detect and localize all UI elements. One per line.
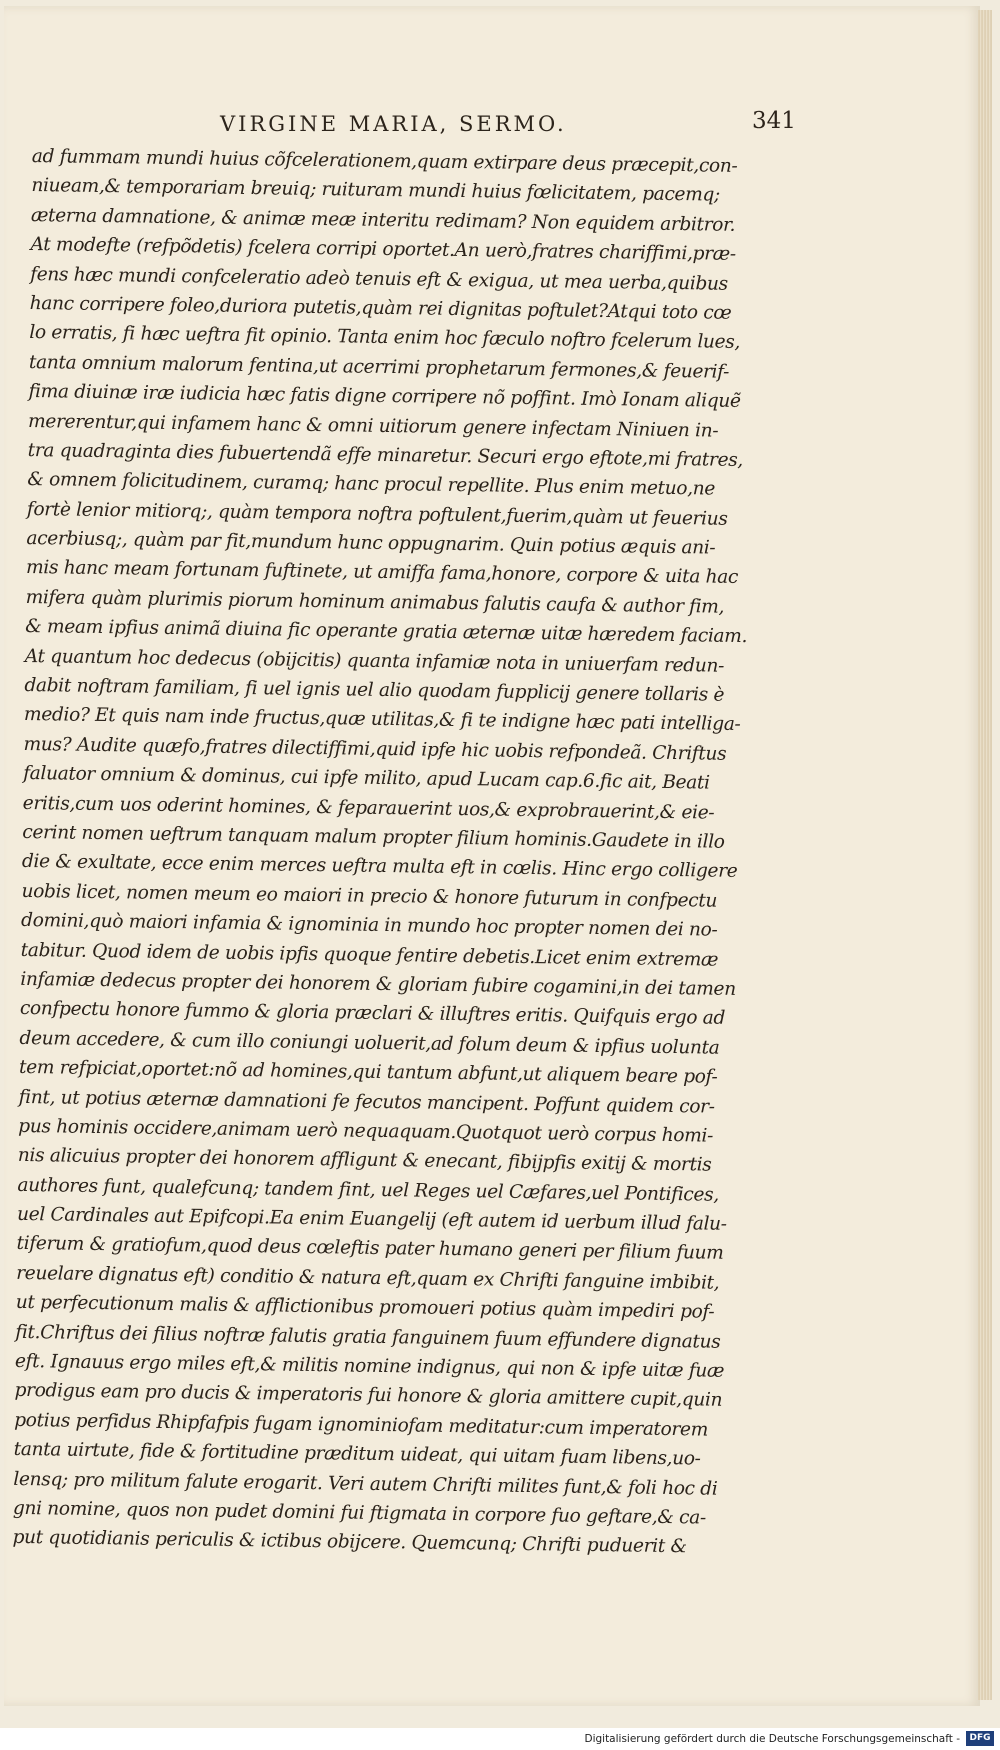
text-line: fit.Chriftus dei filius noftræ falutis gratia fanguinem fuum effundere dignatus <box>15 1321 721 1353</box>
text-line: potius perfidus Rhipfafpis fugam ignominiofam meditatur:cum imperatorem <box>14 1409 709 1441</box>
text-line: domini,quò maiori infamia & ignominia in mundo hoc propter nomen dei no- <box>20 910 718 941</box>
text-line: mus? Audite quæfo,fratres dilectiffimi,quid ipfe hic uobis refpondeã. Chriftus <box>23 733 727 765</box>
dfg-logo: DFG <box>966 1731 994 1746</box>
text-line: fima diuinæ iræ iudicia hæc fatis digne corripere nõ poffint. Imò Ionam aliquẽ <box>28 381 741 413</box>
text-line: lensq; pro militum falute erogarit. Veri autem Chrifti milites funt,& foli hoc di <box>13 1468 718 1500</box>
text-line: faluator omnium & dominus, cui ipfe milito, apud Lucam cap.6.fic ait, Beati <box>23 763 710 794</box>
text-line: fint, ut potius æternæ damnationi fe fecutos mancipent. Poffunt quidem cor- <box>18 1086 715 1118</box>
running-head: VIRGINE MARIA, SERMO. <box>220 112 567 136</box>
text-line: pus hominis occidere,animam uerò nequaquam.Quotquot uerò corpus homi- <box>18 1115 714 1147</box>
text-line: tiferum & gratiofum,quod deus cœleftis pater humano generi per filium fuum <box>16 1233 724 1265</box>
text-line: die & exultate, ecce enim merces ueftra multa eft in cœlis. Hinc ergo colligere <box>21 851 738 883</box>
text-line: æterna damnatione, & animæ meæ interitu redimam? Non equidem arbitror. <box>30 204 736 236</box>
text-line: prodigus eam pro ducis & imperatoris fui honore & gloria amittere cupit,quin <box>14 1380 723 1412</box>
text-line: authores funt, qualefcunq; tandem fint, uel Reges uel Cæfares,uel Pontifices, <box>17 1174 719 1206</box>
text-line: tem refpiciat,oportet:nõ ad homines,qui tantum abfunt,ut aliquem beare pof- <box>18 1057 718 1088</box>
body-text <box>12 142 794 1563</box>
text-line: niueam,& temporariam breuiq; ruituram mundi huius fœlicitatem, pacemq; <box>31 175 721 206</box>
text-line: hanc corripere foleo,duriora putetis,quàm rei dignitas poftulet?Atqui toto cœ <box>29 292 732 324</box>
funding-credit: Digitalisierung gefördert durch die Deutsche Forschungsgemeinschaft - <box>584 1733 960 1745</box>
text-line: dabit noftram familiam, fi uel ignis uel alio quodam fupplicij genere tollaris è <box>24 674 725 706</box>
text-line: & omnem folicitudinem, curamq; hanc procul repellite. Plus enim metuo,ne <box>27 469 716 500</box>
text-line: eft. Ignauus ergo miles eft,& militis nomine indignus, qui non & ipfe uitæ fuæ <box>14 1350 725 1382</box>
text-line: uel Cardinales aut Epifcopi.Ea enim Euangelij (eft autem id uerbum illud falu- <box>16 1203 727 1235</box>
text-line: mererentur,qui infamem hanc & omni uitiorum genere infectam Niniuen in- <box>27 410 719 442</box>
text-line: deum accedere, & cum illo coniungi uoluerit,ad folum deum & ipfius uolunta <box>19 1027 720 1059</box>
text-line: At quantum hoc dedecus (obijcitis) quanta infamiæ nota in uniuerfam redun- <box>24 645 725 677</box>
text-line: uobis licet, nomen meum eo maiori in precio & honore futurum in confpectu <box>21 880 718 912</box>
text-line: gni nomine, quos non pudet domini fui ftigmata in corpore fuo geftare,& ca- <box>12 1497 706 1529</box>
text-line: tanta omnium malorum fentina,ut acerrimi prophetarum fermones,& feuerif- <box>28 351 730 383</box>
text-line: mifera quàm plurimis piorum hominum animabus falutis caufa & author fim, <box>25 586 725 618</box>
text-line: fens hæc mundi confceleratio adeò tenuis eft & exigua, ut mea uerba,quibus <box>30 263 728 295</box>
page-number: 341 <box>752 108 796 134</box>
text-line: confpectu honore fummo & gloria præclari & illuftres eritis. Quifquis ergo ad <box>19 998 726 1030</box>
text-line: medio? Et quis nam inde fructus,quæ utilitas,& fi te indigne hæc pati intelliga- <box>23 704 741 736</box>
text-line: mis hanc meam fortunam fuftinete, ut amiffa fama,honore, corpore & uita hac <box>25 557 739 589</box>
text-line: ut perfecutionum malis & afflictionibus promoueri potius quàm impediri pof- <box>15 1292 715 1323</box>
text-line: nis alicuius propter dei honorem affligunt & enecant, fibijpfis exitij & mortis <box>17 1145 712 1176</box>
text-line: reuelare dignatus eft) conditio & natura eft,quam ex Chrifti fanguine imbibit, <box>16 1262 720 1294</box>
text-line: tanta uirtute, fide & fortitudine præditum uideat, qui uitam fuam libens,uo- <box>13 1439 701 1470</box>
text-line: acerbiusq;, quàm par fit,mundum hunc oppugnarim. Quin potius æquis ani- <box>26 528 716 559</box>
text-line: ad fummam mundi huius cõfcelerationem,quam extirpare deus præcepit,con- <box>31 145 738 177</box>
text-line: At modefte (refpõdetis) fcelera corripi oportet.An uerò,fratres chariffimi,præ- <box>30 234 736 266</box>
text-line: put quotidianis periculis & ictibus obijcere. Quemcunq; Chrifti puduerit & <box>12 1527 687 1558</box>
text-line: infamiæ dedecus propter dei honorem & gloriam fubire cogamini,in dei tamen <box>20 968 736 1000</box>
text-line: lo erratis, fi hæc ueftra fit opinio. Tanta enim hoc fæculo noftro fcelerum lues, <box>29 322 741 354</box>
text-line: tra quadraginta dies fubuertendã effe minaretur. Securi ergo eftote,mi fratres, <box>27 439 744 471</box>
text-line: & meam ipfius animã diuina fic operante gratia æternæ uitæ hæredem faciam. <box>25 616 748 648</box>
text-line: cerint nomen ueftrum tanquam malum propter filium hominis.Gaudete in illo <box>22 821 725 853</box>
text-line: fortè lenior mitiorq;, quàm tempora noftra poftulent,fuerim,quàm ut feuerius <box>26 498 728 530</box>
text-line: tabitur. Quod idem de uobis ipfis quoque fentire debetis.Licet enim extremæ <box>20 939 719 971</box>
page-edge <box>978 10 992 1700</box>
text-line: eritis,cum uos oderint homines, & feparauerint uos,& exprobrauerint,& eie- <box>22 792 715 824</box>
